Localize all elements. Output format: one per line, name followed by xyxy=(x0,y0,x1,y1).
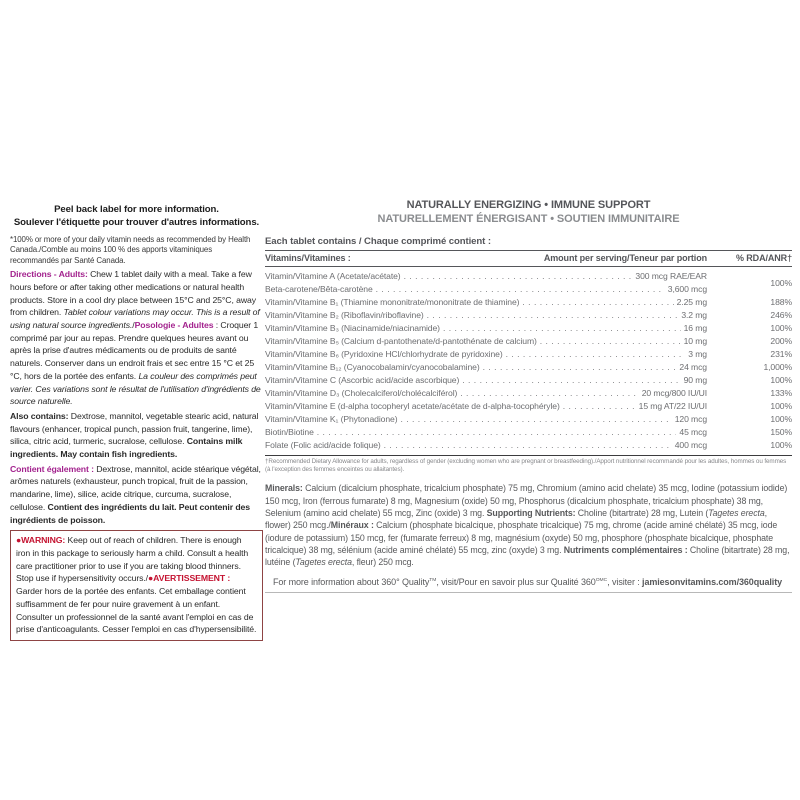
vitamin-name: Vitamin/Vitamine B₁ (Thiamine mononitrate/mononitrate de thiamine) xyxy=(265,297,520,307)
vitamin-rda-percent: 100% xyxy=(770,277,792,288)
dot-leader xyxy=(540,335,681,348)
vitamin-amount: 45 mcg xyxy=(679,427,707,437)
vitamin-amount: 20 mcg/800 IU/UI xyxy=(641,388,707,398)
vitamin-amount: 10 mg xyxy=(683,336,707,346)
vitamin-row xyxy=(265,374,792,387)
dot-leader xyxy=(404,270,633,283)
minerals-paragraph: Minerals: Calcium (dicalcium phosphate, tricalcium phosphate) 75 mg, Chromium (amino acid chelate) 35 mcg, Iodine (potassium iodide) 150 mcg, Iron (ferrous fumarate) 8 mg, Magnesium (oxide) 50 mg, Phosphorus (dicalcium phosphate, tricalcium phosphate) 38 mg, Selenium (amino acid chelate) 55 mcg, Zinc (oxide) 3 mg. Supporting Nutrients: Choline (bitartrate) 28 mg, Lutein (Tagetes erecta, flower) 250 mcg./Minéraux : Calcium (phosphate bicalcique, phosphate tricalcique) 75 mg, chrome (acide aminé chélaté) 35 mcg, iode (iodure de potassium) 150 mcg, fer (fumarate ferreux) 8 mg, magnésium (oxyde) 50 mg, phosphore (phosphate bicalcique, phosphate tricalcique) 38 mg, sélénium (acide aminé chélaté) 55 mcg, zinc (oxyde) 3 mg. Nutriments complémentaires : Choline (bitartrate) 28 mg, lutéine (Tagetes erecta, fleur) 250 mcg. xyxy=(265,483,790,568)
vitamin-rda-percent: 100% xyxy=(770,323,792,333)
vitamin-rda-percent: 246% xyxy=(770,310,792,320)
vitamin-name: Vitamin/Vitamine C (Ascorbic acid/acide ascorbique) xyxy=(265,375,460,385)
vitamin-name: Vitamin/Vitamine D₃ (Cholecalciferol/cholécalciférol) xyxy=(265,388,458,398)
peel-back-heading-fr: Soulever l'étiquette pour trouver d'autres informations. xyxy=(13,217,260,228)
dot-leader xyxy=(317,426,677,439)
vitamin-row xyxy=(265,270,792,288)
vitamin-amount: 90 mg xyxy=(683,375,707,385)
vitamin-row xyxy=(265,322,792,335)
each-tablet-contains-label: Each tablet contains / Chaque comprimé contient : xyxy=(265,236,491,247)
vitamin-row xyxy=(265,361,792,374)
vitamin-rda-percent: 100% xyxy=(770,375,792,385)
vitamin-row xyxy=(265,348,792,361)
also-contains-paragraph: Also contains: Dextrose, mannitol, vegetable stearic acid, natural flavours (enhancer, tropical punch, passion fruit, tangerine, lime), silica, citric acid, turmeric, sucralose, cellulose. Contains milk ingredients. May contain fish ingredients. xyxy=(10,410,259,460)
directions-paragraph: Directions - Adults: Chew 1 tablet daily with a meal. Take a few hours before or after taking other medications or natural health products. Store in a cool dry place between 15°C and 25°C, away from children. Tablet colour variations may occur. This is a result of using natural source ingredients./Posologie - Adultes : Croquer 1 comprimé par jour au repas. Prendre quelques heures avant ou après la prise d'autres médicaments ou de produits de santé naturels. Conserver dans un endroit frais et sec entre 15 °C et 25 °C, hors de la portée des enfants. La couleur des comprimés peut varier. Ces variations sont le résultat de l'utilisation d'ingrédients de source naturelle. xyxy=(10,269,261,407)
rda-footnote: †Recommended Dietary Allowance for adults, regardless of gender (excluding women who are pregnant or breastfeeding)./Apport nutritionnel recommandé pour les adultes, hommes ou femmes (à l'exception des femmes enceintes ou allaitantes). xyxy=(265,458,787,474)
column-header-rda: % RDA/ANR† xyxy=(735,253,792,263)
vitamin-name: Biotin/Biotine xyxy=(265,427,314,437)
footer-info-line: For more information about 360° Quality™, visit/Pour en savoir plus sur Qualité $360^{OMC}$, visiter : jamiesonvitamins.com/360quality xyxy=(273,577,783,588)
table-bottom-rule xyxy=(265,455,792,456)
vitamin-amount: 24 mcg xyxy=(679,362,707,372)
vitamin-amount: 120 mcg xyxy=(674,414,707,424)
vitamin-rda-percent: 188% xyxy=(770,297,792,307)
footer-rule xyxy=(265,592,792,593)
vitamin-rda-percent: 231% xyxy=(770,349,792,359)
vitamin-rda-percent: 100% xyxy=(770,401,792,411)
contient-egalement-paragraph: Contient également : Dextrose, mannitol, acide stéarique végétal, arômes naturels (exhausteur, punch tropical, fruit de la passion, mandarine, lime), silice, acide citrique, curcuma, sucralose, cellulose. Contient des ingrédients du lait. Peut contenir des ingrédients de poisson. xyxy=(10,463,261,525)
vitamin-name: Vitamin/Vitamine B₃ (Niacinamide/niacinamide) xyxy=(265,323,440,333)
dot-leader xyxy=(384,439,672,452)
dot-leader xyxy=(563,400,636,413)
vitamin-row xyxy=(265,335,792,348)
dot-leader xyxy=(443,322,681,335)
vitamin-rda-percent: 200% xyxy=(770,336,792,346)
vitamin-name: Vitamin/Vitamine B₂ (Riboflavin/riboflavine) xyxy=(265,310,424,320)
dot-leader xyxy=(462,374,680,387)
vitamin-rda-percent: 100% xyxy=(770,414,792,424)
vitamin-amount: 3.2 mg xyxy=(681,310,707,320)
vitamin-amount: 400 mcg xyxy=(674,440,707,450)
dot-leader xyxy=(506,348,686,361)
vitamin-name: Folate (Folic acid/acide folique) xyxy=(265,440,381,450)
column-header-amount: Amount per serving/Teneur par portion xyxy=(543,253,707,263)
dot-leader xyxy=(460,387,638,400)
vitamin-rda-percent: 150% xyxy=(770,427,792,437)
vitamin-row xyxy=(265,439,792,452)
warning-paragraph: ●WARNING: Keep out of reach of children. There is enough iron in this package to seriously harm a child. Consult a health care practitioner prior to use if you are taking blood thinners. Stop use if hypersensitivity occurs./●AVERTISSEMENT : Garder hors de la portée des enfants. Cet emballage contient suffisamment de fer pour nuire gravement à un enfant. Consulter un professionnel de la santé avant l'emploi en cas de prise d'anticoagulants. Cesser l'emploi en cas d'hypersensibilité. xyxy=(16,535,257,635)
vitamin-name: Vitamin/Vitamine E (d-alpha tocopheryl acetate/acétate de d-alpha-tocophéryle) xyxy=(265,401,560,411)
left-column xyxy=(10,203,263,641)
iron-warning-box xyxy=(10,530,263,641)
peel-back-heading-en: Peel back label for more information. xyxy=(54,204,219,215)
dot-leader xyxy=(427,309,679,322)
daily-value-footnote: *100% or more of your daily vitamin needs as recommended by Health Canada./Comble au moins 100 % des apports vitaminiques recommandés par Santé Canada. xyxy=(10,235,251,265)
dot-leader xyxy=(522,296,673,309)
dot-leader xyxy=(376,283,665,296)
vitamin-row xyxy=(265,413,792,426)
vitamin-row xyxy=(265,296,792,309)
vitamin-amount: 300 mcg RAE/EAR xyxy=(635,271,707,281)
vitamin-amount: 16 mg xyxy=(683,323,707,333)
vitamin-row xyxy=(265,309,792,322)
vitamin-rda-percent: 100% xyxy=(770,440,792,450)
dot-leader xyxy=(483,361,677,374)
vitamin-amount: 3 mg xyxy=(688,349,707,359)
vitamin-amount: 3,600 mcg xyxy=(667,284,707,294)
right-column xyxy=(265,199,792,593)
vitamin-name: Vitamin/Vitamine B₅ (Calcium d-pantothenate/d-pantothénate de calcium) xyxy=(265,336,537,346)
vitamin-row xyxy=(265,387,792,400)
vitamin-row xyxy=(265,426,792,439)
vitamin-rda-percent: 133% xyxy=(770,388,792,398)
vitamin-table-rows xyxy=(265,267,792,452)
vitamin-table-header xyxy=(265,250,792,267)
vitamin-row xyxy=(265,400,792,413)
claim-line-fr: NATURELLEMENT ÉNERGISANT • SOUTIEN IMMUNITAIRE xyxy=(377,212,680,225)
claim-line-en: NATURALLY ENERGIZING • IMMUNE SUPPORT xyxy=(406,199,651,211)
vitamin-name: Vitamin/Vitamine B₁₂ (Cyanocobalamin/cyanocobalamine) xyxy=(265,362,480,372)
vitamin-amount: 2.25 mg xyxy=(676,297,707,307)
dot-leader xyxy=(400,413,671,426)
vitamin-rda-percent: 1,000% xyxy=(763,362,792,372)
vitamin-name: Vitamin/Vitamine A (Acetate/acétate) xyxy=(265,271,401,281)
vitamin-name: Vitamin/Vitamine B₆ (Pyridoxine HCl/chlorhydrate de pyridoxine) xyxy=(265,349,503,359)
vitamin-amount: 15 mg AT/22 IU/UI xyxy=(638,401,707,411)
column-header-vitamins: Vitamins/Vitamines : xyxy=(265,253,351,263)
vitamin-name: Vitamin/Vitamine K₁ (Phytonadione) xyxy=(265,414,398,424)
vitamin-name: Beta-carotene/Bêta-carotène xyxy=(265,284,373,294)
